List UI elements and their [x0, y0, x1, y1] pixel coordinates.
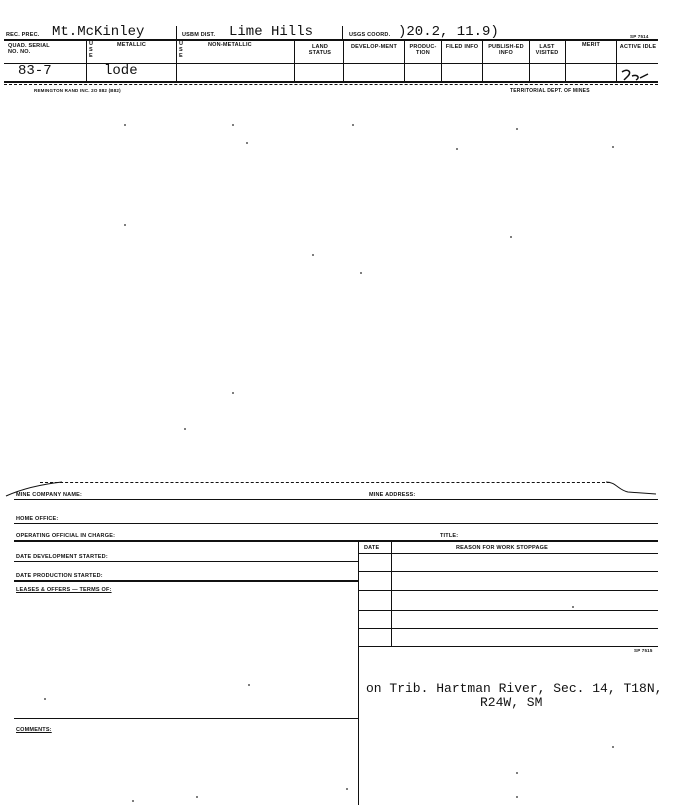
location-line-2: R24W, SM — [480, 695, 543, 710]
comments-label: COMMENTS: — [16, 727, 52, 733]
col-line-6 — [441, 39, 442, 81]
rule-operating-official — [14, 540, 658, 542]
speck — [246, 142, 248, 144]
metallic-value: lode — [104, 63, 138, 79]
col-line-4 — [343, 39, 344, 81]
land-status-label: LAND STATUS — [308, 44, 332, 56]
top-card-rule-2 — [4, 63, 658, 64]
speck — [456, 148, 458, 150]
development-label: DEVELOP-MENT — [350, 44, 398, 50]
bottom-form-number: SP 7515 — [634, 648, 653, 653]
col-line-5 — [404, 39, 405, 81]
mine-address-label: MINE ADDRESS: — [369, 492, 416, 498]
usbm-dist-value: Lime Hills — [229, 24, 314, 40]
mine-company-label: MINE COMPANY NAME: — [16, 492, 83, 498]
speck — [516, 772, 518, 774]
top-form-number: SP 7514 — [630, 34, 649, 39]
last-visited-label: LAST VISITED — [535, 44, 559, 56]
col-line-2 — [176, 39, 177, 81]
rule-stoppage-5 — [358, 646, 658, 647]
top-card-tear-line — [4, 84, 658, 85]
speck — [516, 796, 518, 798]
usgs-coord-label: USGS COORD. — [349, 32, 391, 38]
speck — [516, 128, 518, 130]
bottom-card-tear-line — [40, 482, 610, 483]
speck — [132, 800, 134, 802]
quad-serial-label: QUAD. SERIAL NO. NO. — [8, 43, 50, 55]
speck — [612, 146, 614, 148]
merit-label: MERIT — [581, 42, 601, 48]
home-office-label: HOME OFFICE: — [16, 516, 59, 522]
rule-date-prod — [14, 580, 358, 582]
printer-note: REMINGTON RAND INC. 2O 882 (B82) — [34, 88, 121, 93]
active-idle-label: ACTIVE IDLE — [619, 44, 657, 50]
speck — [232, 392, 234, 394]
top-sep-2 — [342, 26, 343, 39]
date-dev-label: DATE DEVELOPMENT STARTED: — [16, 554, 108, 560]
speck — [184, 428, 186, 430]
non-metallic-label: NON-METALLIC — [208, 42, 252, 48]
speck — [352, 124, 354, 126]
production-label: PRODUC-TION — [409, 44, 437, 56]
rule-stoppage-1 — [358, 571, 658, 572]
speck — [612, 746, 614, 748]
speck — [248, 684, 250, 686]
col-line-9 — [565, 39, 566, 81]
col-line-7 — [482, 39, 483, 81]
reason-col-label: REASON FOR WORK STOPPAGE — [456, 545, 548, 551]
speck — [196, 796, 198, 798]
speck — [124, 124, 126, 126]
top-card-rule-3 — [4, 81, 658, 83]
dept-label: TERRITORIAL DEPT. OF MINES — [510, 88, 590, 94]
rule-mine-company — [14, 499, 658, 500]
speck — [360, 272, 362, 274]
use-label-non-metallic: U S E — [179, 41, 184, 59]
speck — [44, 698, 46, 700]
filed-info-label: FILED INFO — [445, 44, 479, 50]
speck — [572, 606, 574, 608]
col-line-10 — [616, 39, 617, 81]
usbm-dist-label: USBM DIST. — [182, 32, 216, 38]
rec-prec-value: Mt.McKinley — [52, 24, 145, 40]
col-line-8 — [529, 39, 530, 81]
rule-stoppage-header — [358, 553, 658, 554]
rec-prec-label: REC. PREC. — [6, 32, 40, 38]
rule-stoppage-3 — [358, 610, 658, 611]
rule-leases-bottom — [14, 718, 358, 719]
speck — [232, 124, 234, 126]
rule-date-dev — [14, 561, 358, 562]
date-col-label: DATE — [364, 545, 380, 551]
rule-stoppage-2 — [358, 590, 658, 591]
use-label-metallic: U S E — [89, 41, 94, 59]
metallic-label: METALLIC — [117, 42, 146, 48]
col-divider-date — [391, 541, 392, 646]
speck — [312, 254, 314, 256]
location-line-1: on Trib. Hartman River, Sec. 14, T18N, — [366, 681, 663, 696]
col-line-1 — [86, 39, 87, 81]
leases-label: LEASES & OFFERS — TERMS OF: — [16, 587, 112, 593]
date-prod-label: DATE PRODUCTION STARTED: — [16, 573, 103, 579]
speck — [510, 236, 512, 238]
speck — [346, 788, 348, 790]
title-label: TITLE: — [440, 533, 459, 539]
col-divider-main — [358, 541, 359, 805]
col-line-3 — [294, 39, 295, 81]
published-info-label: PUBLISH-ED INFO — [488, 44, 524, 56]
operating-official-label: OPERATING OFFICIAL IN CHARGE: — [16, 533, 116, 539]
speck — [124, 224, 126, 226]
rule-stoppage-4 — [358, 628, 658, 629]
tear-curl-right-icon — [604, 478, 658, 498]
usgs-coord-value: )20.2, 11.9) — [398, 24, 499, 40]
handwritten-mark-icon — [618, 66, 658, 84]
serial-value: 83-7 — [18, 63, 52, 79]
top-sep-1 — [176, 26, 177, 39]
rule-home-office — [14, 523, 658, 524]
